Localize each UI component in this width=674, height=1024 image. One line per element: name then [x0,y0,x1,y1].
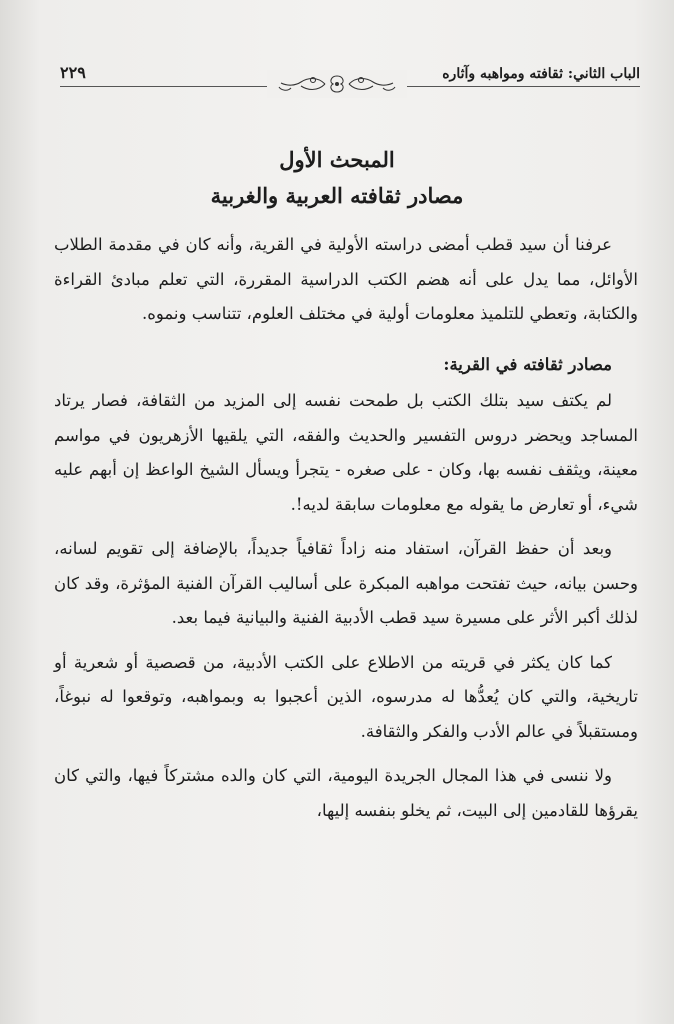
chapter-title: المبحث الأول [279,147,395,172]
floral-divider-icon [267,70,407,98]
running-head: الباب الثاني: ثقافته ومواهبه وآثاره [442,66,640,82]
body-text [54,228,638,838]
section-title: مصادر ثقافته العربية والغربية [210,183,464,208]
paragraph: وبعد أن حفظ القرآن، استفاد منه زاداً ثقافياً جديداً، بالإضافة إلى تقويم لسانه، وحسن بيانه، حيث تفتحت مواهبه المبكرة على أساليب القرآن الفنية المؤثرة، وقد كان لذلك أكبر الأثر على مسيرة سيد قطب الأدبية الفنية والبيانية فيما بعد. [54,539,638,627]
paragraph: ولا ننسى في هذا المجال الجريدة اليومية، التي كان والده مشتركاً فيها، والتي كان يقرؤها للقادمين إلى البيت، ثم يخلو بنفسه إليها، [54,766,638,820]
page-number: ٢٢٩ [60,63,86,82]
paragraph: كما كان يكثر في قريته من الاطلاع على الكتب الأدبية، من قصصية أو شعرية أو تاريخية، والتي كان يُعدُّها له مدرسوه، الذين أعجبوا به وبمواهبه، وتوقعوا له نبوغاً، ومستقبلاً في عالم الأدب والفكر والثقافة. [54,652,638,741]
paragraph: عرفنا أن سيد قطب أمضى دراسته الأولية في القرية، وأنه كان في مقدمة الطلاب الأوائل، مما يدل على أنه هضم الكتب الدراسية المقررة، التي تعلم مبادئ القراءة والكتابة، وتعطي للتلميذ معلومات أولية في مختلف العلوم، تتناسب ونموه. [54,235,638,323]
paragraph: لم يكتف سيد بتلك الكتب بل طمحت نفسه إلى المزيد من الثقافة، فصار يرتاد المساجد ويحضر دروس التفسير والحديث والفقه، التي يلقيها الأزهريون في مواسم معينة، ويثقف نفسه بها، وكان - على صغره - يتجرأ ويسأل الشيخ الواعظ إن أبهم عليه شيء، أو تعارض ما يقوله مع معلومات سابقة لديه!. [54,391,638,514]
subheading: مصادر ثقافته في القرية: [443,354,612,374]
title-block [0,144,674,212]
